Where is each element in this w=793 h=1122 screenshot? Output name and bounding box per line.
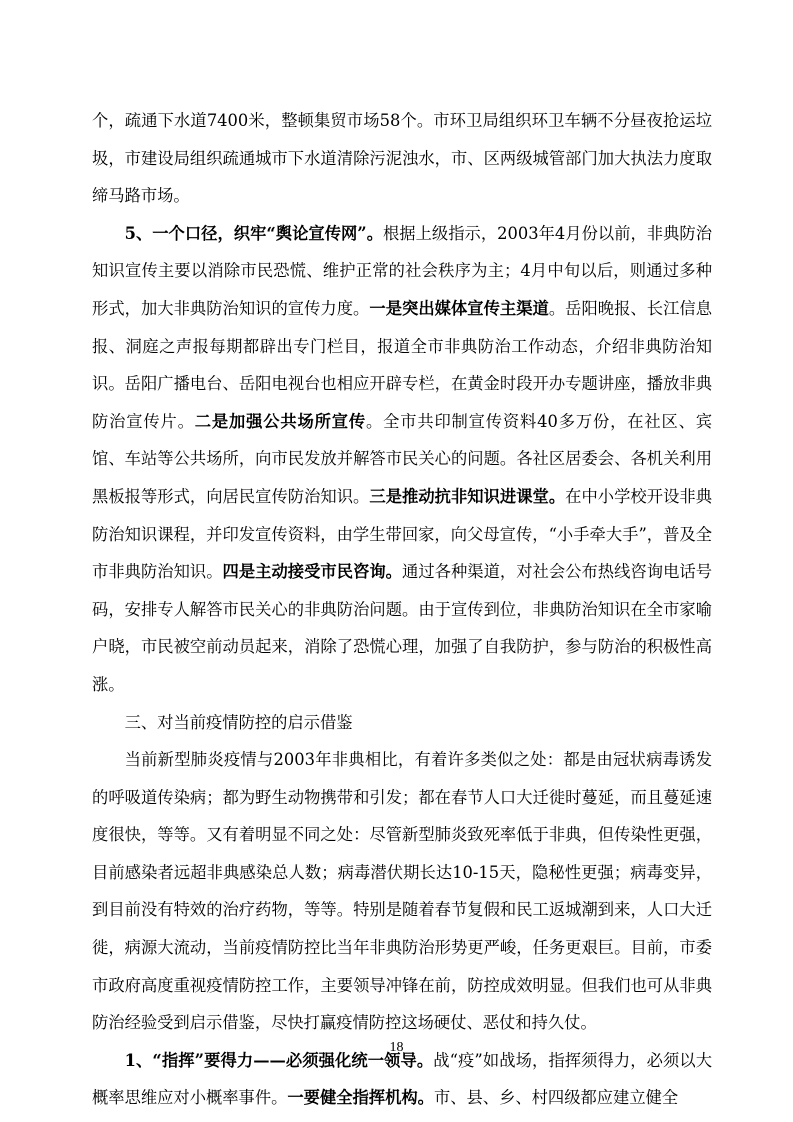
paragraph-text: 通过各种渠道，对社会公布热线咨询电话号码，安排专人解答市民关心的非典防治问题。由于宣传到位，非典防治知识在全市家喻户晓，市民被空前动员起来，消除了恐慌心理，加强了自我防护，参与防治的积极性高涨。	[92, 562, 712, 694]
paragraph-comparison	[92, 741, 712, 1042]
section-heading: 三、对当前疫情防控的启示借鉴	[124, 712, 353, 732]
bold-phrase-media: 一是突出媒体宣传主渠道	[369, 298, 549, 318]
bold-phrase-classroom: 三是推动抗非知识进课堂。	[369, 486, 566, 506]
paragraph-text: 根据上级指示，2003年4月份以前，非典防治知识宣传主要以消除市民恐慌、维护正常的社会秩序为主；4月中旬以后，则通过多种形式，加大非典防治知识的宣传力度。	[92, 223, 713, 318]
paragraph-text: 。岳阳晚报、长江信息报、洞庭之声报每期都辟出专门栏目，报道全市非典防治工作动态，介绍非典防治知识。岳阳广播电台、岳阳电视台也相应开辟专栏，在黄金时段开办专题讲座，播放非典防治宣传片。	[92, 298, 712, 431]
paragraph-sanitation	[92, 102, 712, 215]
paragraph-text: 战“疫”如战场，指挥须得力，必须以大概率思维应对小概率事件。	[92, 1050, 712, 1108]
paragraph-text: 个，疏通下水道7400米，整顿集贸市场58个。市环卫局组织环卫车辆不分昼夜抢运垃圾，市建设局组织疏通城市下水道清除污泥浊水，市、区两级城管部门加大执法力度取缔马路市场。	[92, 111, 712, 206]
bold-phrase-command-structure: 一要健全指挥机构。	[287, 1088, 434, 1108]
bold-phrase-consultation: 四是主动接受市民咨询。	[222, 562, 403, 582]
paragraph-text: 市、县、乡、村四级都应建立健全	[433, 1088, 679, 1108]
paragraph-text: 当前新型肺炎疫情与2003年非典相比，有着许多类似之处：都是由冠状病毒诱发的呼吸道传染病；都为野生动物携带和引发；都在春节人口大迁徙时蔓延，而且蔓延速度很快，等等。又有着明显不同之处：尽管新型肺炎致死率低于非典，但传染性更强，目前感染者远超非典感染总人数；病毒潜伏期长达10-15天，隐秘性更强；病毒变异，到目前没有特效的治疗药物，等等。特别是随着春节复假和民工返城潮到来，人口大迁徙，病源大流动，当前疫情防控比当年非典防治形势更严峻，任务更艰巨。目前，市委市政府高度重视疫情防控工作，主要领导冲锋在前，防控成效明显。但我们也可从非典防治经验受到启示借鉴，尽快打赢疫情防控这场硬仗、恶仗和持久仗。	[92, 750, 712, 1033]
paragraph-text: 在中小学校开设非典防治知识课程，并印发宣传资料，由学生带回家，向父母宣传，“小手牵大手”，普及全市非典防治知识。	[92, 486, 712, 582]
bold-phrase-public-places: 二是加强公共场所宣传	[194, 411, 366, 431]
document-body	[92, 102, 712, 1117]
item-heading-command: 1、“指挥”要得力——必须强化统一领导。	[124, 1050, 434, 1070]
page-number: 18	[389, 1040, 404, 1055]
item-heading-publicity: 5、一个口径，织牢“舆论宣传网”。	[124, 223, 383, 243]
paragraph-text: 。全市共印制宣传资料40多万份，在社区、宾馆、车站等公共场所，向市民发放并解答市民关心的问题。各社区居委会、各机关利用黑板报等形式，向居民宣传防治知识。	[92, 411, 712, 506]
paragraph-publicity	[92, 215, 712, 704]
